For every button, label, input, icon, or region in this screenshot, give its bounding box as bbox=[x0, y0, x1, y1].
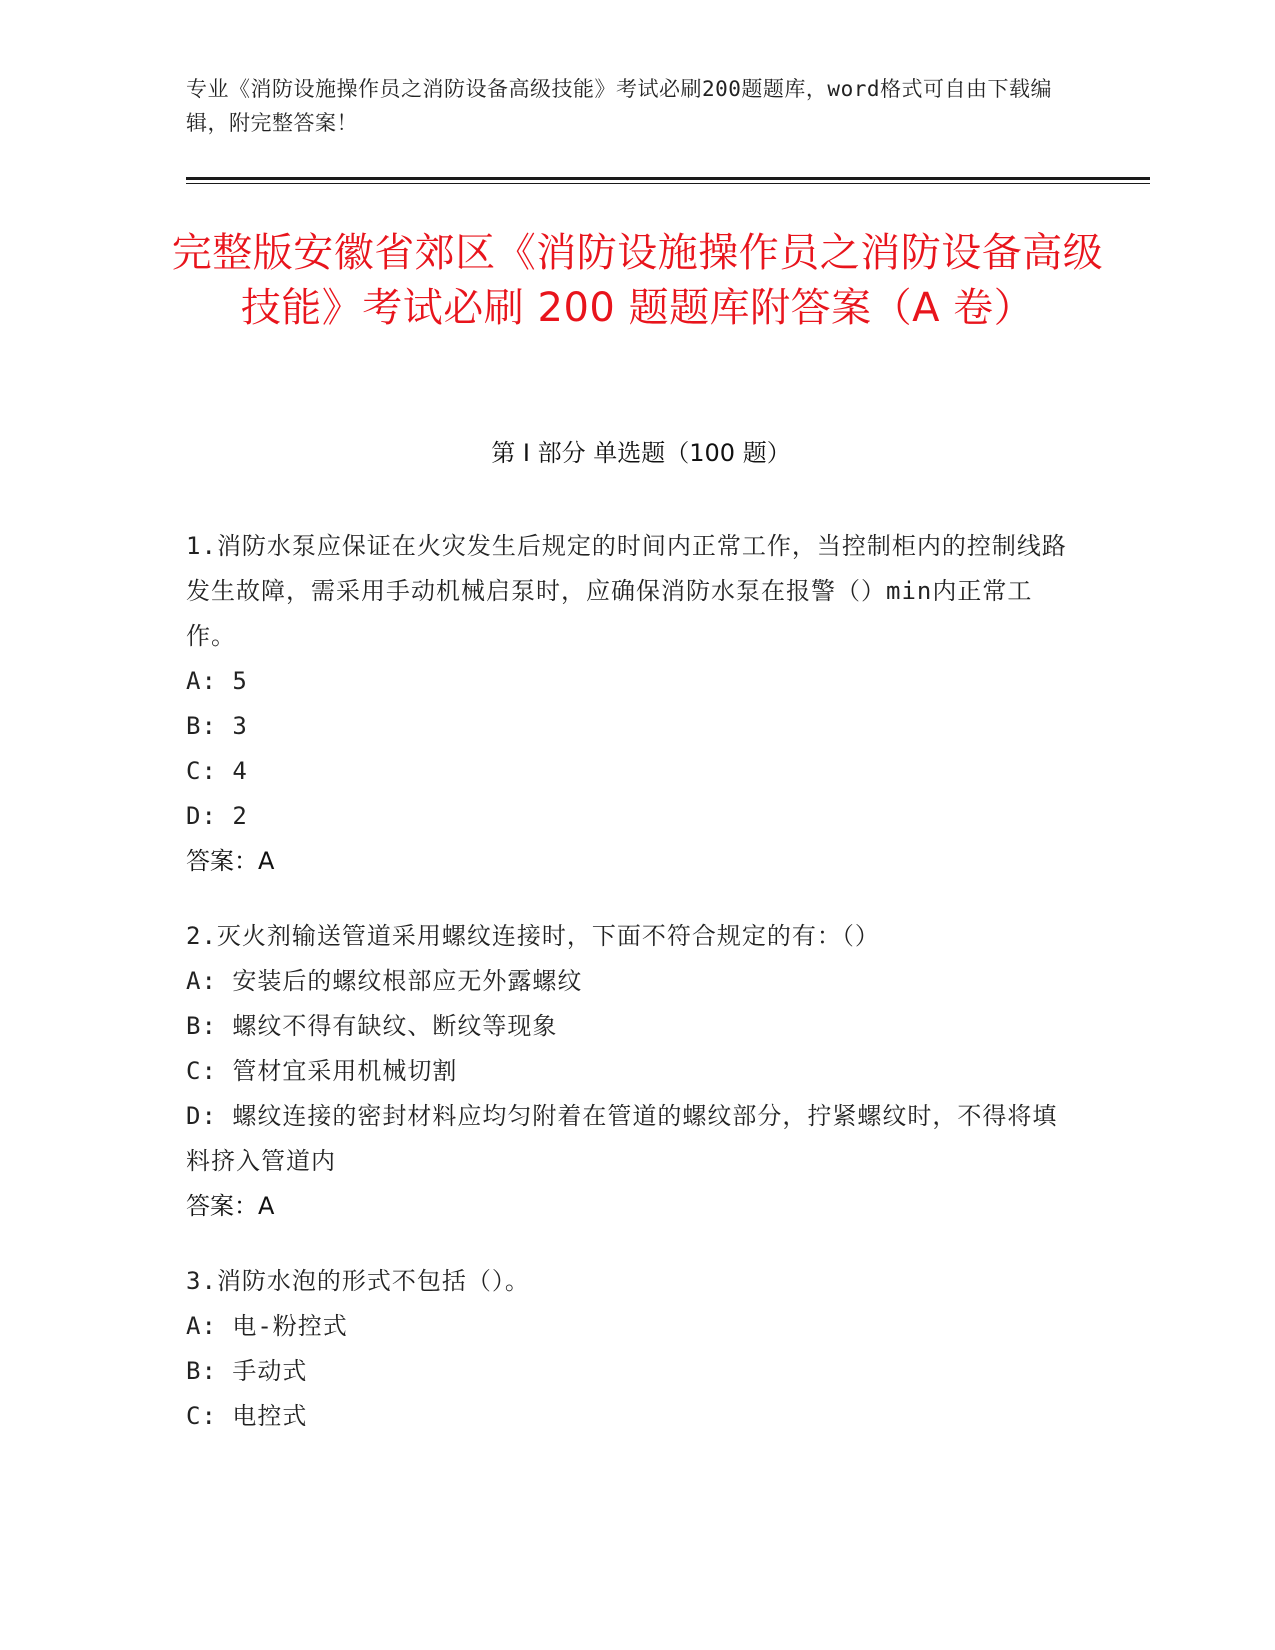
question-3 bbox=[186, 1259, 1076, 1439]
option-a: A: 5 bbox=[186, 667, 248, 695]
option-c: C: 4 bbox=[186, 757, 248, 785]
document-title: 完整版安徽省郊区《消防设施操作员之消防设备高级技能》考试必刷 200 题题库附答案（A 卷） bbox=[171, 230, 1104, 331]
answer: 答案：A bbox=[186, 1192, 275, 1220]
question-stem: 2.灭火剂输送管道采用螺纹连接时，下面不符合规定的有：（） bbox=[186, 922, 880, 950]
option-b: B: 3 bbox=[186, 712, 248, 740]
section-title: 第 I 部分 单选题（100 题） bbox=[491, 439, 791, 467]
question-stem: 1.消防水泵应保证在火灾发生后规定的时间内正常工作，当控制柜内的控制线路发生故障，需采用手动机械启泵时，应确保消防水泵在报警（）min内正常工作。 bbox=[186, 532, 1067, 650]
question-stem: 3.消防水泡的形式不包括（）。 bbox=[186, 1267, 530, 1295]
answer: 答案：A bbox=[186, 847, 275, 875]
option-b: B: 螺纹不得有缺纹、断纹等现象 bbox=[186, 1012, 558, 1040]
option-a: A: 安装后的螺纹根部应无外露螺纹 bbox=[186, 967, 583, 995]
header-divider-thick bbox=[186, 177, 1150, 180]
option-d: D: 2 bbox=[186, 802, 248, 830]
question-1 bbox=[186, 524, 1076, 884]
header-note: 专业《消防设施操作员之消防设备高级技能》考试必刷200题题库，word格式可自由下载编辑，附完整答案！ bbox=[186, 77, 1052, 135]
option-a: A: 电-粉控式 bbox=[186, 1312, 348, 1340]
option-d: D: 螺纹连接的密封材料应均匀附着在管道的螺纹部分，拧紧螺纹时，不得将填料挤入管道内 bbox=[186, 1102, 1058, 1175]
option-c: C: 管材宜采用机械切割 bbox=[186, 1057, 458, 1085]
header-divider-thin bbox=[186, 183, 1150, 184]
option-b: B: 手动式 bbox=[186, 1357, 308, 1385]
question-list bbox=[186, 524, 1076, 1469]
option-c: C: 电控式 bbox=[186, 1402, 308, 1430]
question-2 bbox=[186, 914, 1076, 1229]
